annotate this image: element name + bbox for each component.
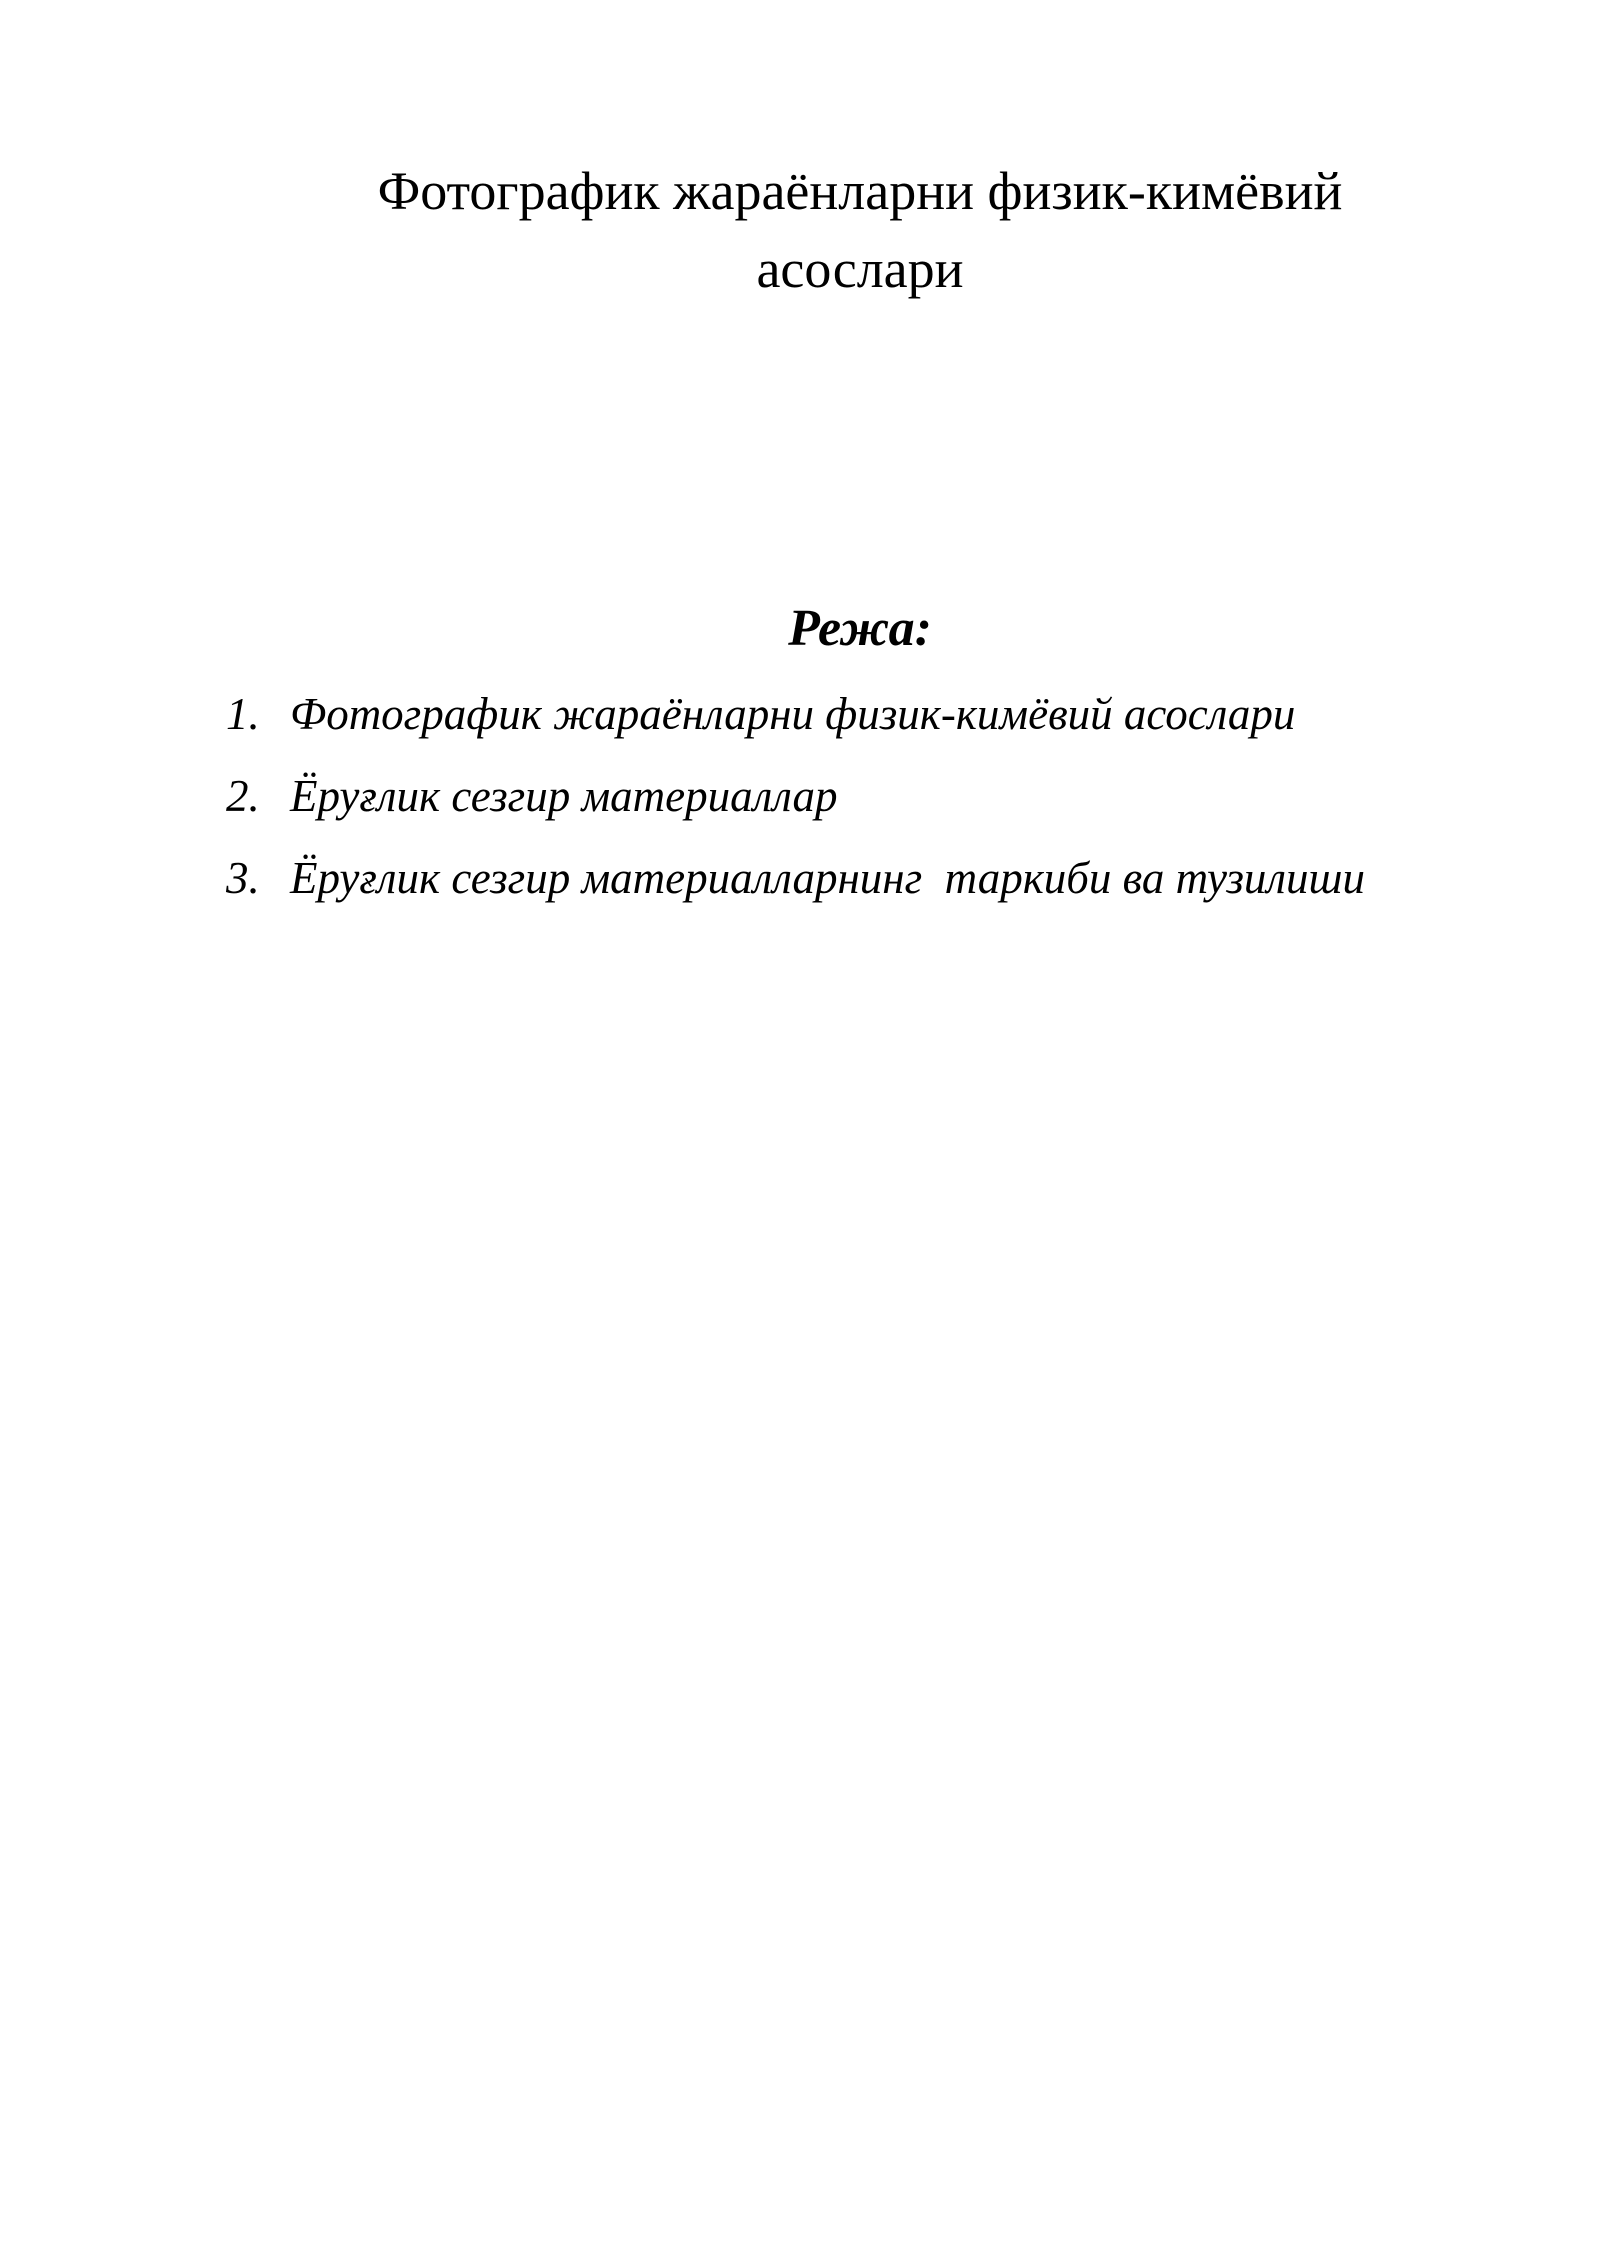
plan-item-text: Ёруғлик сезгир материалларнинг таркиби ва тузилиши [290, 853, 1366, 903]
plan-list [226, 684, 1526, 930]
document-title-line-1: Фотографик жараёнларни физик-кимёвий [377, 161, 1343, 221]
plan-item-3 [226, 848, 1526, 930]
plan-item-number: 2. [226, 771, 260, 821]
document-title [300, 152, 1420, 308]
plan-heading: Режа: [788, 600, 932, 657]
plan-item-1 [226, 684, 1526, 766]
plan-item-2 [226, 766, 1526, 848]
plan-item-number: 3. [226, 853, 260, 903]
document-title-line-2: асослари [756, 239, 964, 299]
plan-item-text: Фотографик жараёнларни физик-кимёвий асослари [290, 689, 1296, 739]
plan-item-text: Ёруғлик сезгир материаллар [290, 771, 838, 821]
plan-item-number: 1. [226, 689, 260, 739]
